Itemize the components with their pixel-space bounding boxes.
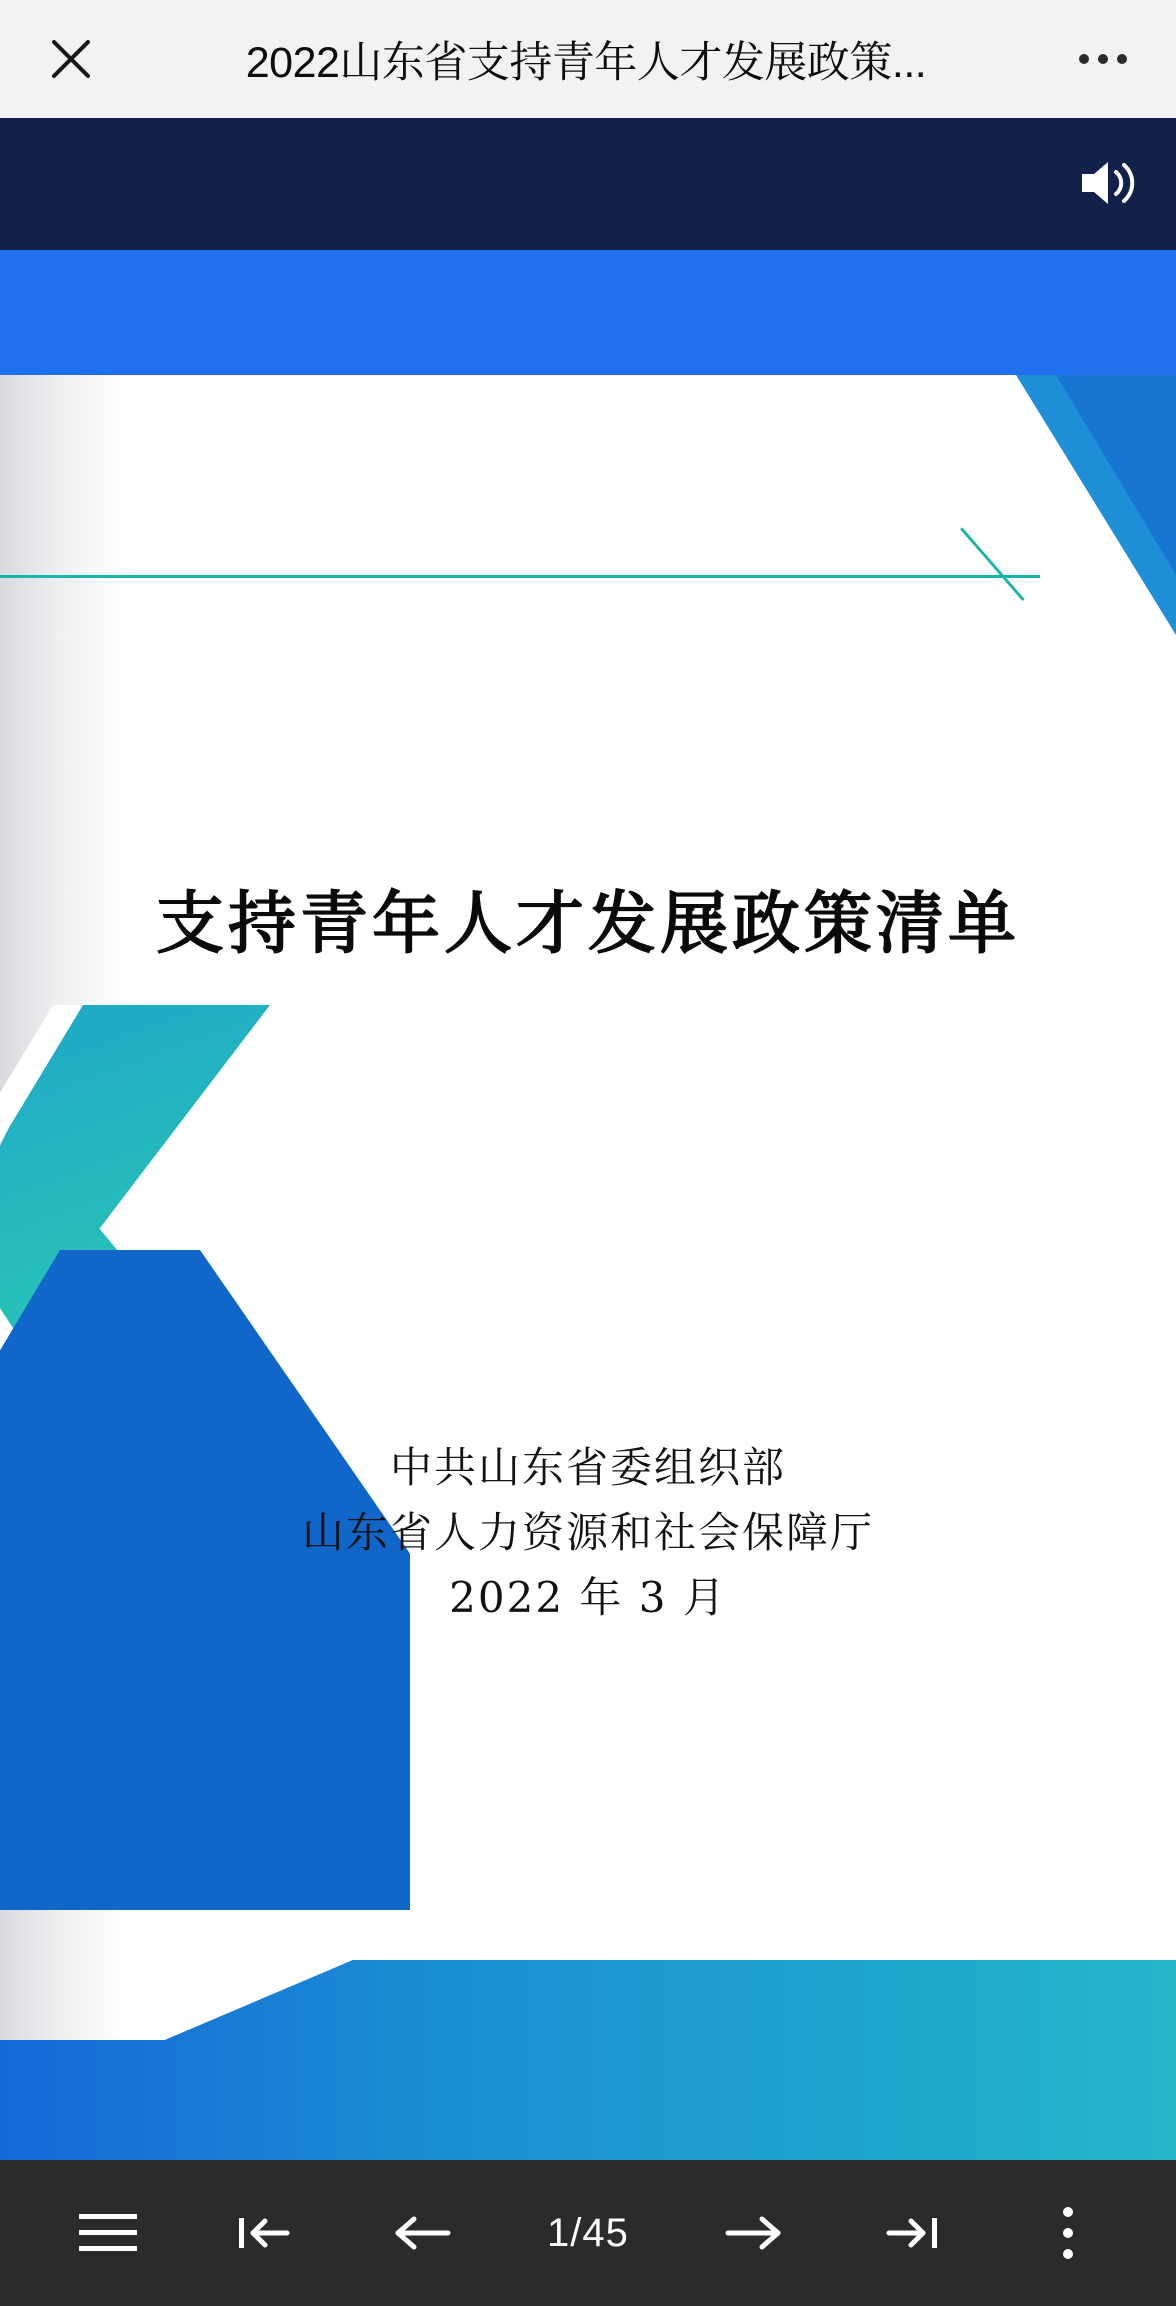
more-options-icon[interactable]: [1068, 26, 1138, 92]
last-page-icon[interactable]: [856, 2178, 966, 2288]
page-indicator[interactable]: 1/45: [547, 2210, 629, 2255]
slide-subtitle: [0, 1435, 1176, 1630]
previous-page-icon[interactable]: [366, 2178, 476, 2288]
slide-page: [0, 250, 1176, 2160]
document-viewer[interactable]: [0, 118, 1176, 2160]
close-icon[interactable]: [38, 26, 104, 92]
bottom-toolbar: [0, 2160, 1176, 2306]
slide-subtitle-line-1: 中共山东省委组织部: [389, 1443, 786, 1492]
first-page-icon[interactable]: [210, 2178, 320, 2288]
slide-subtitle-line-2: 山东省人力资源和社会保障厅: [301, 1508, 874, 1558]
decor-teal-line: [0, 575, 1040, 578]
slide-title: 支持青年人才发展政策清单: [155, 884, 1020, 964]
more-vertical-icon[interactable]: [1013, 2178, 1123, 2288]
speaker-volume-icon[interactable]: [1078, 156, 1138, 210]
page-title: 2022山东省支持青年人才发展政策...: [245, 38, 927, 87]
slide-top-blue-band: [0, 250, 1176, 375]
viewer-header-strip: [0, 118, 1176, 250]
top-bar: [0, 0, 1176, 118]
next-page-icon[interactable]: [700, 2178, 810, 2288]
hamburger-menu-icon[interactable]: [53, 2178, 163, 2288]
slide-subtitle-line-3: 2022 年 3 月: [449, 1573, 727, 1623]
